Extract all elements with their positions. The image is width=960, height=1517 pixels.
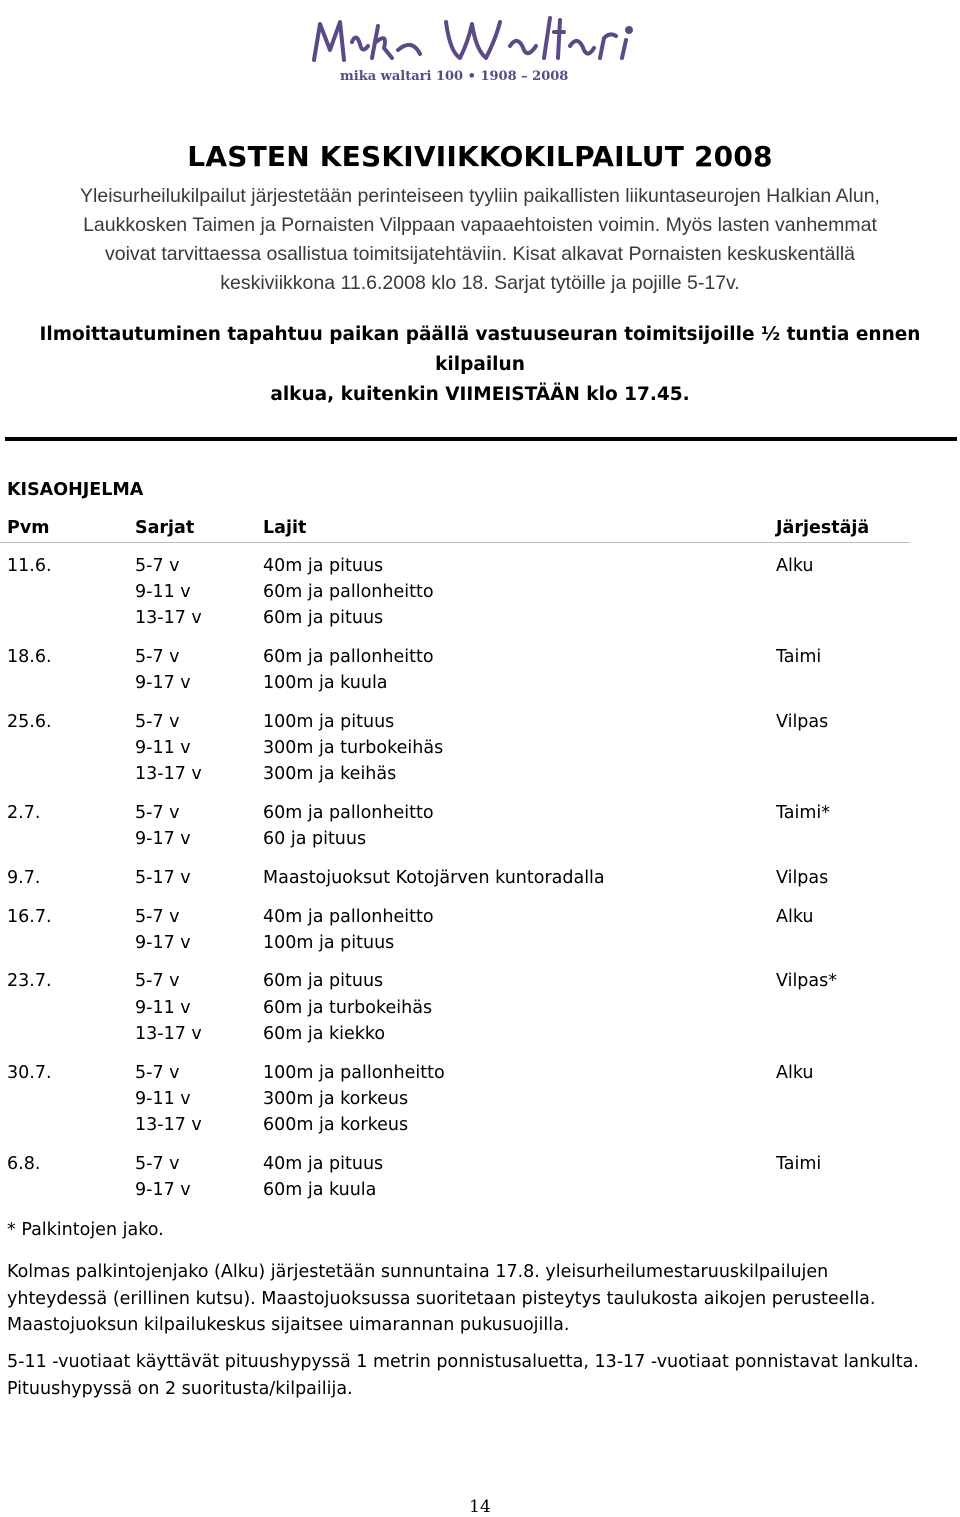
series-cell: 5-7 v bbox=[135, 556, 180, 576]
paragraph-line: Maastojuoksun kilpailukeskus sijaitsee uimarannan pukusuojilla. bbox=[7, 1315, 570, 1335]
table-row bbox=[0, 868, 960, 894]
events-cell: 40m ja pallonheitto bbox=[263, 906, 434, 927]
group-spacer bbox=[0, 791, 960, 804]
date-cell: 2.7. bbox=[7, 803, 41, 823]
registration-notice bbox=[10, 320, 950, 410]
table-row bbox=[0, 738, 960, 764]
table-row bbox=[0, 1089, 960, 1115]
events-cell: 60m ja pituus bbox=[263, 971, 384, 992]
table-row bbox=[0, 933, 960, 959]
organizer-cell: Vilpas bbox=[776, 711, 829, 732]
series-cell: 5-7 v bbox=[135, 1062, 180, 1083]
column-header-series: Sarjat bbox=[135, 518, 195, 538]
signature-logo-image bbox=[300, 2, 640, 90]
table-row bbox=[0, 1024, 960, 1050]
date-cell: 9.7. bbox=[7, 867, 41, 888]
series-cell: 9-11 v bbox=[135, 738, 191, 759]
group-spacer bbox=[0, 699, 960, 712]
series-cell: 9-11 v bbox=[135, 1088, 191, 1109]
intro-line: Laukkosken Taimen ja Pornaisten Vilppaan vapaaehtoisten voimin. Myös lasten vanhemmat bbox=[83, 214, 877, 236]
organizer-cell: Taimi bbox=[776, 1153, 822, 1174]
group-spacer bbox=[0, 1050, 960, 1063]
series-cell: 13-17 v bbox=[135, 1114, 202, 1135]
series-cell: 13-17 v bbox=[135, 1023, 202, 1044]
table-row bbox=[0, 712, 960, 738]
series-cell: 5-7 v bbox=[135, 711, 180, 732]
events-cell: 300m ja keihäs bbox=[263, 764, 397, 785]
paragraph-line: 5-11 -vuotiaat käyttävät pituushypyssä 1 metrin ponnistusaluetta, 13-17 -vuotiaat ponnistavat lankulta. bbox=[7, 1352, 919, 1372]
organizer-cell: Taimi bbox=[776, 647, 822, 668]
series-cell: 13-17 v bbox=[135, 764, 202, 785]
group-spacer bbox=[0, 894, 960, 907]
events-cell: 60m ja pituus bbox=[263, 608, 384, 629]
table-row bbox=[0, 1180, 960, 1206]
events-cell: Maastojuoksut Kotojärven kuntoradalla bbox=[263, 867, 605, 888]
column-header-organizer: Järjestäjä bbox=[776, 518, 870, 538]
mika-waltari-logo bbox=[300, 2, 640, 90]
paragraph-line: Pituushypyssä on 2 suoritusta/kilpailija. bbox=[7, 1378, 353, 1399]
intro-line: keskiviikkona 11.6.2008 klo 18. Sarjat tytöille ja pojille 5-17v. bbox=[220, 272, 740, 294]
series-cell: 5-7 v bbox=[135, 906, 180, 927]
events-cell: 100m ja kuula bbox=[263, 673, 388, 694]
organizer-cell: Alku bbox=[776, 906, 814, 927]
group-spacer bbox=[0, 635, 960, 648]
table-row bbox=[0, 1115, 960, 1141]
series-cell: 5-7 v bbox=[135, 1153, 180, 1174]
events-cell: 100m ja pituus bbox=[263, 711, 395, 732]
organizer-cell: Alku bbox=[776, 1062, 814, 1083]
organizer-cell: Alku bbox=[776, 556, 814, 576]
table-row bbox=[0, 998, 960, 1024]
notice-line: alkua, kuitenkin VIIMEISTÄÄN klo 17.45. bbox=[270, 384, 690, 405]
events-cell: 60 ja pituus bbox=[263, 829, 367, 850]
events-cell: 60m ja pallonheitto bbox=[263, 803, 434, 823]
series-cell: 5-7 v bbox=[135, 647, 180, 668]
events-cell: 300m ja turbokeihäs bbox=[263, 738, 444, 759]
events-cell: 40m ja pituus bbox=[263, 556, 384, 576]
info-paragraph-awards bbox=[7, 1259, 952, 1339]
series-cell: 5-7 v bbox=[135, 803, 180, 823]
events-cell: 60m ja turbokeihäs bbox=[263, 997, 433, 1018]
table-row bbox=[0, 803, 960, 829]
events-cell: 60m ja kuula bbox=[263, 1179, 377, 1200]
date-cell: 11.6. bbox=[7, 556, 52, 576]
series-cell: 5-7 v bbox=[135, 971, 180, 992]
table-row bbox=[0, 907, 960, 933]
section-title: KISAOHJELMA bbox=[7, 480, 144, 500]
date-cell: 16.7. bbox=[7, 906, 52, 927]
table-row bbox=[0, 829, 960, 855]
series-cell: 13-17 v bbox=[135, 608, 202, 629]
schedule-table-body bbox=[0, 556, 960, 1206]
events-cell: 40m ja pituus bbox=[263, 1153, 384, 1174]
page-number: 14 bbox=[469, 1497, 491, 1517]
date-cell: 25.6. bbox=[7, 711, 52, 732]
table-row bbox=[0, 1063, 960, 1089]
group-spacer bbox=[0, 959, 960, 972]
series-cell: 9-11 v bbox=[135, 582, 191, 603]
table-row bbox=[0, 608, 960, 634]
series-cell: 9-17 v bbox=[135, 1179, 191, 1200]
column-header-date: Pvm bbox=[7, 518, 50, 538]
group-spacer bbox=[0, 855, 960, 868]
info-paragraph-long-jump bbox=[7, 1349, 952, 1402]
date-cell: 23.7. bbox=[7, 971, 52, 992]
page-title: LASTEN KESKIVIIKKOKILPAILUT 2008 bbox=[187, 140, 773, 173]
series-cell: 9-17 v bbox=[135, 932, 191, 953]
group-spacer bbox=[0, 1141, 960, 1154]
schedule-table-header bbox=[0, 518, 910, 543]
events-cell: 100m ja pituus bbox=[263, 932, 395, 953]
table-row bbox=[0, 647, 960, 673]
series-cell: 9-17 v bbox=[135, 829, 191, 850]
table-row bbox=[0, 971, 960, 997]
intro-line: Yleisurheilukilpailut järjestetään perinteiseen tyyliin paikallisten liikuntaseurojen Halkian Alun, bbox=[80, 185, 880, 207]
events-cell: 600m ja korkeus bbox=[263, 1114, 409, 1135]
table-row bbox=[0, 673, 960, 699]
intro-paragraph bbox=[10, 182, 950, 298]
organizer-cell: Vilpas* bbox=[776, 971, 838, 992]
table-row bbox=[0, 764, 960, 790]
paragraph-line: Kolmas palkintojenjako (Alku) järjestetään sunnuntaina 17.8. yleisurheilumestaruuskilpailujen bbox=[7, 1262, 829, 1282]
logo-caption: mika waltari 100 • 1908 – 2008 bbox=[340, 69, 569, 84]
events-cell: 100m ja pallonheitto bbox=[263, 1062, 445, 1083]
paragraph-line: yhteydessä (erillinen kutsu). Maastojuoksussa suoritetaan pisteytys taulukosta aikojen perusteella. bbox=[7, 1288, 876, 1309]
table-row bbox=[0, 582, 960, 608]
events-cell: 300m ja korkeus bbox=[263, 1088, 409, 1109]
events-cell: 60m ja pallonheitto bbox=[263, 647, 434, 668]
events-cell: 60m ja kiekko bbox=[263, 1023, 386, 1044]
notice-line: Ilmoittautuminen tapahtuu paikan päällä vastuuseuran toimitsijoille ½ tuntia ennen kilpailun bbox=[39, 324, 921, 375]
column-header-events: Lajit bbox=[263, 518, 307, 538]
series-cell: 9-17 v bbox=[135, 673, 191, 694]
organizer-cell: Taimi* bbox=[776, 803, 831, 823]
footnote: * Palkintojen jako. bbox=[7, 1220, 164, 1240]
date-cell: 30.7. bbox=[7, 1062, 52, 1083]
horizontal-rule bbox=[5, 437, 957, 441]
date-cell: 18.6. bbox=[7, 647, 52, 668]
intro-line: voivat tarvittaessa osallistua toimitsijatehtäviin. Kisat alkavat Pornaisten keskuskentällä bbox=[104, 243, 856, 265]
organizer-cell: Vilpas bbox=[776, 867, 829, 888]
date-cell: 6.8. bbox=[7, 1153, 41, 1174]
table-row bbox=[0, 556, 960, 582]
events-cell: 60m ja pallonheitto bbox=[263, 582, 434, 603]
series-cell: 5-17 v bbox=[135, 867, 191, 888]
table-row bbox=[0, 1154, 960, 1180]
series-cell: 9-11 v bbox=[135, 997, 191, 1018]
